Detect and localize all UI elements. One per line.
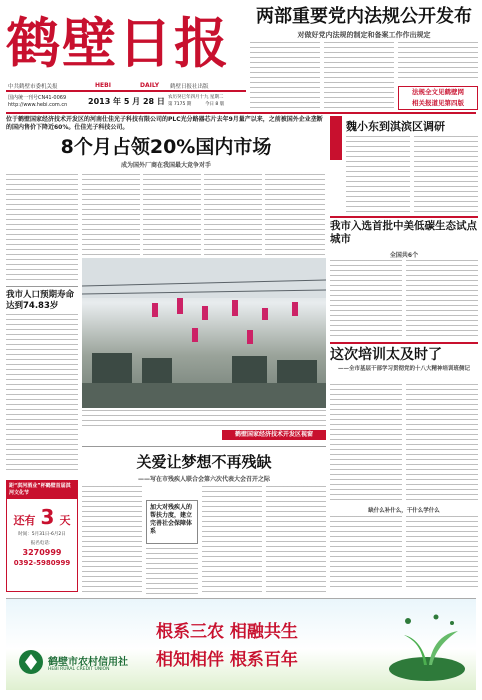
right-story-1 [330, 116, 478, 216]
bottom-box-title: 加大对残疾人的帮扶力度，建立完善社会保障体系 [150, 504, 193, 535]
issue-number: 第 7175 期 [168, 102, 192, 107]
bottom-body-3 [202, 486, 262, 594]
photo-caption-tag: 鹤壁国家经济技术开发区视窗 [222, 430, 326, 440]
top-right-subhead: 对做好党内法规的制定和备案工作作出规定 [297, 31, 431, 39]
right-story-2-body-a [330, 260, 402, 338]
right-story-1-body-b [414, 136, 478, 212]
website: http://www.hebi.com.cn [8, 102, 68, 108]
lead-body-2 [143, 174, 201, 256]
right-story-3-body-a [330, 384, 402, 502]
photo-caption [82, 410, 326, 430]
left-column [6, 174, 78, 592]
bottom-headline: 关爱让梦想不再残缺 [136, 453, 272, 471]
bottom-story [82, 450, 326, 594]
phone-label: 报名电话： [30, 541, 54, 546]
lead-story [6, 116, 326, 170]
lead-body-3 [204, 174, 262, 256]
side-teaser-box[interactable] [398, 86, 478, 110]
top-right-body-2 [324, 42, 394, 110]
bottom-story-rule [82, 446, 326, 447]
right-story-3-body-c [330, 516, 402, 590]
right-story-3-body-b [406, 384, 478, 502]
masthead-rule [6, 90, 246, 92]
countdown-box [6, 480, 78, 592]
bank-name-en: HEBI RURAL CREDIT UNION [48, 667, 110, 672]
right-story-2-body-b [406, 260, 478, 338]
countdown-badge: 距“淇河酒业”杯鹤壁首届淇河文化节 [7, 481, 77, 499]
issue-date: 2013 年 5 月 28 日 [88, 97, 165, 106]
right-story-3-byline: 缺什么补什么，干什么学什么 [368, 508, 440, 514]
top-right-body-1 [250, 42, 320, 110]
right-rule-1 [330, 216, 478, 218]
page-count: 今日 8 版 [205, 102, 225, 107]
cn-number: 国内统一刊号CN41-0069 [8, 95, 67, 101]
right-story-2-subhead: 全国共6个 [389, 252, 419, 259]
phone-2[interactable]: 0392-5980999 [13, 559, 71, 567]
countdown-prefix: 还有 [13, 514, 36, 527]
left-body-top [6, 174, 78, 282]
masthead-tagline: 中共鹤壁市委机关报 [8, 84, 58, 90]
left-body-bottom [6, 314, 78, 474]
bottom-body-2 [146, 548, 198, 594]
right-story-2-headline: 我市入选首批中美低碳生态试点城市 [330, 220, 477, 245]
right-column [330, 116, 478, 594]
masthead-logo: 鹤壁日报 [6, 11, 230, 75]
right-rule-2 [330, 342, 478, 344]
side-teaser-line1[interactable]: 法规全文见鹤壁网 [412, 88, 464, 96]
right-story-1-flag [330, 116, 342, 160]
lead-kicker: 位于鹤壁国家经济技术开发区的河南仕佳光子科技有限公司的PLC光分路器芯片去年9月量产以来，之前被国外企业垄断的国内售价下降近60%。仕佳光子科技公司。 [6, 116, 323, 131]
hand-sprout-icon [384, 607, 470, 687]
right-story-3-headline: 这次培训太及时了 [330, 347, 442, 363]
top-right-headline: 两部重要党内法规公开发布 [256, 6, 472, 27]
right-story-3-body-d [406, 516, 478, 590]
countdown-row [7, 505, 77, 529]
lead-subhead: 成为国外厂商在我国最大竞争对手 [120, 162, 211, 169]
left-headline: 我市人口预期寿命达到74.83岁 [6, 290, 75, 311]
bottom-subhead: ——写在市残疾人联合会第六次代表大会召开之际 [137, 476, 270, 483]
bottom-box [146, 500, 198, 544]
top-right-body-3 [398, 42, 478, 82]
lead-body-4 [265, 174, 325, 256]
ad-slogan-1: 根系三农 相融共生 [156, 622, 298, 642]
bottom-body-1 [82, 486, 142, 594]
top-right-story [250, 4, 478, 110]
ad-banner[interactable] [6, 598, 476, 690]
brand-en-left: HEBI [95, 82, 111, 89]
countdown-value: 3 [40, 505, 55, 529]
ad-slogan-2: 相知相伴 根系百年 [156, 650, 298, 670]
lead-body-1 [82, 174, 140, 256]
lead-headline: 8个月占领20%国内市场 [60, 136, 272, 158]
countdown-suffix: 天 [59, 514, 71, 527]
top-rule [6, 112, 476, 114]
event-date: 时间：5月31日-6月2日 [18, 532, 66, 537]
right-story-3-subhead: ——全市基层干部学习贯彻党的十八大精神培训班侧记 [337, 366, 470, 372]
factory-photo-art [82, 258, 326, 408]
bank-logo-icon [18, 649, 44, 675]
phone-1[interactable]: 3270999 [22, 548, 62, 557]
factory-photo [82, 258, 326, 408]
right-story-1-headline: 魏小东到淇滨区调研 [346, 120, 445, 133]
left-divider [6, 286, 78, 287]
lunar-date: 农历癸巳年四月十九 星期二 [168, 95, 224, 100]
masthead-tagline2: 鹤壁日报社出版 [170, 84, 209, 90]
right-story-3 [330, 346, 478, 596]
side-teaser-line2[interactable]: 相关报道见第四版 [412, 99, 464, 107]
right-story-1-body-a [346, 136, 410, 212]
right-story-2 [330, 220, 478, 340]
brand-en-right: DAILY [140, 82, 160, 89]
bank-name: 鹤壁市农村信用社 [48, 657, 128, 668]
bottom-body-4 [266, 486, 326, 594]
